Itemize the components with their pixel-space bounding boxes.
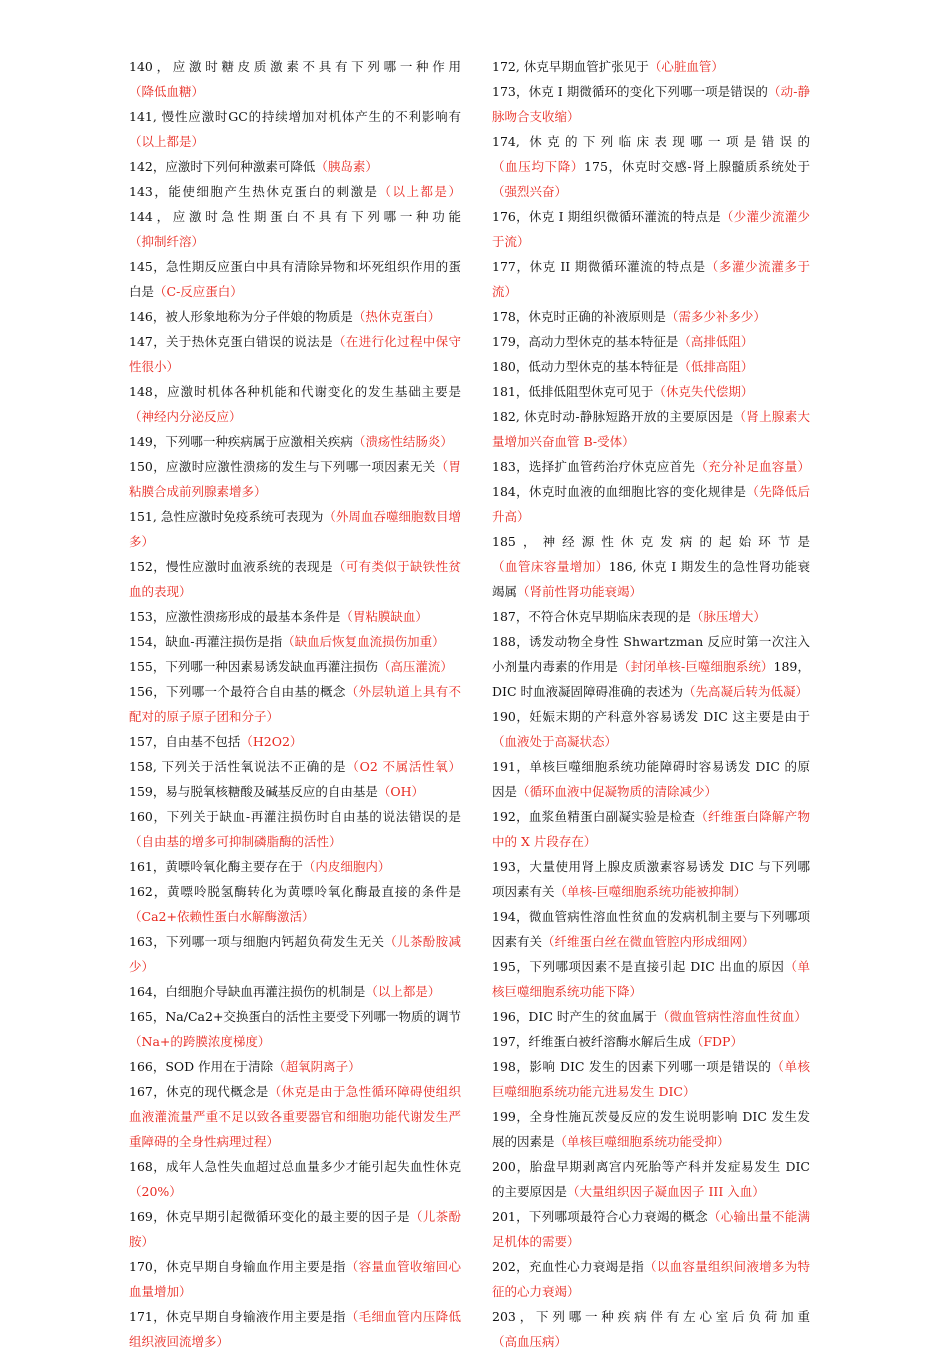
question-item — [492, 79, 810, 129]
question-text: 184，休克时血液的血细胞比容的变化规律是 — [492, 484, 747, 499]
question-item — [129, 879, 461, 929]
question-text: 176，休克 I 期组织微循环灌流的特点是 — [492, 209, 721, 224]
question-text: 175，休克时交感-肾上腺髓质系统处于 — [584, 159, 810, 174]
question-item — [492, 754, 810, 804]
question-text: 152，慢性应激时血液系统的表现是 — [129, 559, 333, 574]
question-item — [492, 629, 810, 704]
answer-text: （肾上腺素大量增加兴奋血管 B-受体） — [492, 409, 810, 449]
answer-text: （封闭单核-巨噬细胞系统） — [618, 659, 774, 674]
answer-text: （高排低阻） — [678, 334, 754, 349]
question-item — [492, 604, 810, 629]
question-text: 165，Na/Ca2+交换蛋白的活性主要受下列哪一物质的调节 — [129, 1009, 461, 1024]
answer-text: （外层轨道上具有不配对的原子原子团和分子） — [129, 684, 461, 724]
answer-text: （需多少补多少） — [665, 309, 766, 324]
answer-text: （单核-巨噬细胞系统功能被抑制） — [554, 884, 747, 899]
question-text: 198，影响 DIC 发生的因素下列哪一项是错误的 — [492, 1059, 772, 1074]
question-text: 154，缺血-再灌注损伤是指 — [129, 634, 283, 649]
question-text: 168，成年人急性失血超过总血量多少才能引起失血性休克 — [129, 1159, 461, 1174]
answer-text: （抑制纤溶） — [129, 234, 205, 249]
question-text: 143，能使细胞产生热休克蛋白的刺激是 — [129, 184, 379, 199]
answer-text: （H2O2） — [240, 734, 303, 749]
question-text: 171，休克早期自身输液作用主要是指 — [129, 1309, 346, 1324]
question-text: 159，易与脱氧核糖酸及碱基反应的自由基是 — [129, 784, 378, 799]
question-item — [129, 679, 461, 729]
question-item — [492, 329, 810, 354]
answer-text: （高血压病） — [492, 1334, 568, 1349]
question-text: 182, 休克时动-静脉短路开放的主要原因是 — [492, 409, 734, 424]
question-text: 199，全身性施瓦茨曼反应的发生说明影响 DIC 发生发展的因素是 — [492, 1109, 810, 1149]
question-item — [492, 804, 810, 854]
question-item — [492, 1204, 810, 1254]
answer-text: （OH） — [377, 784, 425, 799]
left-column — [129, 54, 461, 1354]
answer-text: （内皮细胞内） — [302, 859, 391, 874]
answer-text: （单核巨噬细胞系统功能亢进易发生 DIC） — [492, 1059, 810, 1099]
question-text: 188，诱发动物全身性 Shwartzman 反应时第一次注入小剂量内毒素的作用是 — [492, 634, 810, 674]
question-item — [129, 654, 461, 679]
answer-text: （以血容量组织间液增多为特征的心力衰竭） — [492, 1259, 810, 1299]
question-text: 163，下列哪一项与细胞内钙超负荷发生无关 — [129, 934, 385, 949]
question-text: 146，被人形象地称为分子伴娘的物质是 — [129, 309, 353, 324]
answer-text: （C-反应蛋白） — [154, 284, 243, 299]
answer-text: （Na+的跨膜浓度梯度） — [129, 1034, 271, 1049]
answer-text: （少灌少流灌少于流） — [492, 209, 810, 249]
question-item — [129, 379, 461, 429]
answer-text: （胃粘膜合成前列腺素增多） — [129, 459, 461, 499]
question-item — [129, 554, 461, 604]
question-text: 180，低动力型休克的基本特征是 — [492, 359, 679, 374]
question-text: 191，单核巨噬细胞系统功能障碍时容易诱发 DIC 的原因是 — [492, 759, 810, 799]
answer-text: （单核巨噬细胞系统功能下降） — [492, 959, 810, 999]
question-item — [129, 1204, 461, 1254]
answer-text: （先降低后升高） — [492, 484, 810, 524]
question-item — [129, 1304, 461, 1354]
question-text: 145，急性期反应蛋白中具有清除异物和坏死组织作用的蛋白是 — [129, 259, 461, 299]
question-text: 181，低排低阻型休克可见于 — [492, 384, 654, 399]
question-text: 202，充血性心力衰竭是指 — [492, 1259, 645, 1274]
question-item — [129, 1254, 461, 1304]
answer-text: （血管床容量增加） — [492, 559, 609, 574]
question-text: 142，应激时下列何种激素可降低 — [129, 159, 316, 174]
answer-text: （微血管病性溶血性贫血） — [656, 1009, 807, 1024]
answer-text: （20%） — [129, 1184, 182, 1199]
question-item — [492, 379, 810, 404]
question-text: 160，下列关于缺血-再灌注损伤时自由基的说法错误的是 — [129, 809, 461, 824]
question-item — [492, 1054, 810, 1104]
question-text: 150，应激时应激性溃疡的发生与下列哪一项因素无关 — [129, 459, 436, 474]
answer-text: （以上都是） — [378, 184, 461, 199]
answer-text: （可有类似于缺铁性贫血的表现） — [129, 559, 461, 599]
answer-text: （缺血后恢复血流损伤加重） — [282, 634, 445, 649]
question-item — [129, 979, 461, 1004]
question-item — [492, 954, 810, 1004]
answer-text: （大量组织因子凝血因子 III 入血） — [567, 1184, 765, 1199]
question-text: 153，应激性溃疡形成的最基本条件是 — [129, 609, 341, 624]
question-text: 148，应激时机体各种机能和代谢变化的发生基础主要是 — [129, 384, 461, 399]
question-text: 196，DIC 时产生的贫血属于 — [492, 1009, 657, 1024]
question-item — [129, 1054, 461, 1079]
question-text: 174, 休克的下列临床表现哪一项是错误的 — [492, 134, 810, 149]
question-text: 167，休克的现代概念是 — [129, 1084, 269, 1099]
question-text: 187，不符合休克早期临床表现的是 — [492, 609, 691, 624]
question-text: 158, 下列关于活性氧说法不正确的是 — [129, 759, 347, 774]
question-text: 203，下列哪一种疾病伴有左心室后负荷加重 — [492, 1309, 810, 1324]
question-text: 147，关于热休克蛋白错误的说法是 — [129, 334, 333, 349]
question-item — [129, 929, 461, 979]
question-text: 172, 休克早期血管扩张见于 — [492, 59, 649, 74]
question-item — [492, 1304, 810, 1354]
answer-text: （血液处于高凝状态） — [492, 734, 618, 749]
answer-text: （儿茶酚胺减少） — [129, 934, 461, 974]
question-item — [492, 1029, 810, 1054]
question-text: 185，神经源性休克发病的起始环节是 — [492, 534, 810, 549]
question-item — [129, 1004, 461, 1054]
question-item — [492, 404, 810, 454]
question-item — [129, 729, 461, 754]
answer-text: （循环血液中促凝物质的清除减少） — [517, 784, 718, 799]
question-text: 164，白细胞介导缺血再灌注损伤的机制是 — [129, 984, 366, 999]
answer-text: （外周血吞噬细胞数目增多） — [129, 509, 461, 549]
question-text: 179，高动力型休克的基本特征是 — [492, 334, 679, 349]
question-text: 192，血浆鱼精蛋白副凝实验是检查 — [492, 809, 696, 824]
question-item — [129, 329, 461, 379]
question-item — [492, 854, 810, 904]
answer-text: （心脏血管） — [648, 59, 724, 74]
question-text: 157，自由基不包括 — [129, 734, 241, 749]
question-item — [492, 1254, 810, 1304]
question-item — [129, 254, 461, 304]
answer-text: （胃粘膜缺血） — [340, 609, 428, 624]
answer-text: （强烈兴奋） — [492, 184, 568, 199]
question-item — [129, 429, 461, 454]
question-text: 201，下列哪项最符合心力衰竭的概念 — [492, 1209, 708, 1224]
right-column — [492, 54, 810, 1354]
question-text: 169，休克早期引起微循环变化的最主要的因子是 — [129, 1209, 410, 1224]
answer-text: （在进行化过程中保守性很小） — [129, 334, 461, 374]
question-item — [492, 54, 810, 79]
question-item — [129, 104, 461, 154]
question-item — [492, 354, 810, 379]
question-item — [492, 704, 810, 754]
question-item — [492, 129, 810, 204]
answer-text: （溃疡性结肠炎） — [352, 434, 453, 449]
answer-text: （多灌少流灌多于流） — [492, 259, 810, 299]
answer-text: （纤维蛋白降解产物中的 X 片段存在） — [492, 809, 810, 849]
question-item — [129, 54, 461, 104]
question-text: 161，黄嘌呤氧化酶主要存在于 — [129, 859, 303, 874]
question-item — [129, 179, 461, 254]
question-text: 194，微血管病性溶血性贫血的发病机制主要与下列哪项因素有关 — [492, 909, 810, 949]
question-text: 140，应激时糖皮质激素不具有下列哪一种作用 — [129, 59, 461, 74]
question-text: 193，大量使用肾上腺皮质激素容易诱发 DIC 与下列哪项因素有关 — [492, 859, 810, 899]
answer-text: （以上都是） — [365, 984, 441, 999]
question-item — [492, 1004, 810, 1029]
question-text: 166，SOD 作用在于清除 — [129, 1059, 274, 1074]
question-text: 144，应激时急性期蛋白不具有下列哪一种功能 — [129, 209, 461, 224]
answer-text: （单核巨噬细胞系统功能受抑） — [554, 1134, 730, 1149]
answer-text: （充分补足血容量） — [695, 459, 810, 474]
answer-text: （以上都是） — [129, 134, 205, 149]
answer-text: （毛细血管内压降低组织液回流增多） — [129, 1309, 461, 1349]
question-item — [492, 254, 810, 304]
answer-text: （低排高阻） — [678, 359, 754, 374]
answer-text: （FDP） — [690, 1034, 743, 1049]
question-text: 149，下列哪一种疾病属于应激相关疾病 — [129, 434, 353, 449]
question-text: 173，休克 I 期微循环的变化下列哪一项是错误的 — [492, 84, 769, 99]
answer-text: （心输出量不能满足机体的需要） — [492, 1209, 810, 1249]
question-item — [129, 629, 461, 654]
answer-text: （超氧阴离子） — [273, 1059, 361, 1074]
question-text: 200，胎盘早期剥离宫内死胎等产科并发症易发生 DIC 的主要原因是 — [492, 1159, 810, 1199]
question-item — [129, 1154, 461, 1204]
question-item — [129, 504, 461, 554]
answer-text: （高压灌流） — [377, 659, 453, 674]
question-text: 162，黄嘌呤脱氢酶转化为黄嘌呤氧化酶最直接的条件是 — [129, 884, 461, 899]
answer-text: （O2 不属活性氧） — [346, 759, 461, 774]
question-item — [492, 529, 810, 604]
answer-text: （纤维蛋白丝在微血管腔内形成细网） — [542, 934, 755, 949]
question-item — [129, 754, 461, 804]
answer-text: （容量血管收缩回心血量增加） — [129, 1259, 461, 1299]
answer-text: （血压均下降） — [492, 159, 585, 174]
answer-text: （胰岛素） — [315, 159, 378, 174]
answer-text: （神经内分泌反应） — [129, 409, 242, 424]
question-text: 170，休克早期自身输血作用主要是指 — [129, 1259, 346, 1274]
question-item — [129, 154, 461, 179]
question-item — [129, 804, 461, 854]
question-item — [492, 304, 810, 329]
question-text: 183，选择扩血管药治疗休克应首先 — [492, 459, 696, 474]
question-text: 195，下列哪项因素不是直接引起 DIC 出血的原因 — [492, 959, 785, 974]
question-item — [492, 204, 810, 254]
question-text: 177，休克 II 期微循环灌流的特点是 — [492, 259, 706, 274]
question-item — [492, 454, 810, 529]
answer-text: （肾前性肾功能衰竭） — [517, 584, 643, 599]
question-text: 186, 休克 I 期发生的急性肾功能衰竭属 — [492, 559, 810, 599]
question-item — [492, 904, 810, 954]
question-item — [129, 854, 461, 879]
question-item — [492, 1154, 810, 1204]
question-item — [492, 1104, 810, 1154]
answer-text: （Ca2+依赖性蛋白水解酶激活） — [129, 909, 315, 924]
answer-text: （休克是由于急性循环障碍使组织血液灌流量严重不足以致各重要器官和细胞功能代谢发生严重障碍的全身性病理过程） — [129, 1084, 461, 1149]
question-text: 151, 急性应激时免疫系统可表现为 — [129, 509, 324, 524]
answer-text: （先高凝后转为低凝） — [683, 684, 809, 699]
question-text: 178，休克时正确的补液原则是 — [492, 309, 666, 324]
answer-text: （自由基的增多可抑制磷脂酶的活性） — [129, 834, 342, 849]
question-text: 190，妊娠末期的产科意外容易诱发 DIC 这主要是由于 — [492, 709, 810, 724]
answer-text: （儿茶酚胺） — [129, 1209, 461, 1249]
question-item — [129, 304, 461, 329]
answer-text: （休克失代偿期） — [653, 384, 754, 399]
question-text: 156，下列哪一个最符合自由基的概念 — [129, 684, 346, 699]
answer-text: （降低血糖） — [129, 84, 205, 99]
question-text: 141, 慢性应激时GC的持续增加对机体产生的不利影响有 — [129, 109, 461, 124]
question-text: 189，DIC 时血液凝固障碍准确的表述为 — [492, 659, 810, 699]
question-item — [129, 454, 461, 504]
answer-text: （脉压增大） — [690, 609, 766, 624]
answer-text: （动-静脉吻合支收缩） — [492, 84, 810, 124]
question-item — [129, 604, 461, 629]
question-text: 155，下列哪一种因素易诱发缺血再灌注损伤 — [129, 659, 378, 674]
question-item — [129, 1079, 461, 1154]
question-text: 197，纤维蛋白被纤溶酶水解后生成 — [492, 1034, 691, 1049]
answer-text: （热休克蛋白） — [352, 309, 441, 324]
